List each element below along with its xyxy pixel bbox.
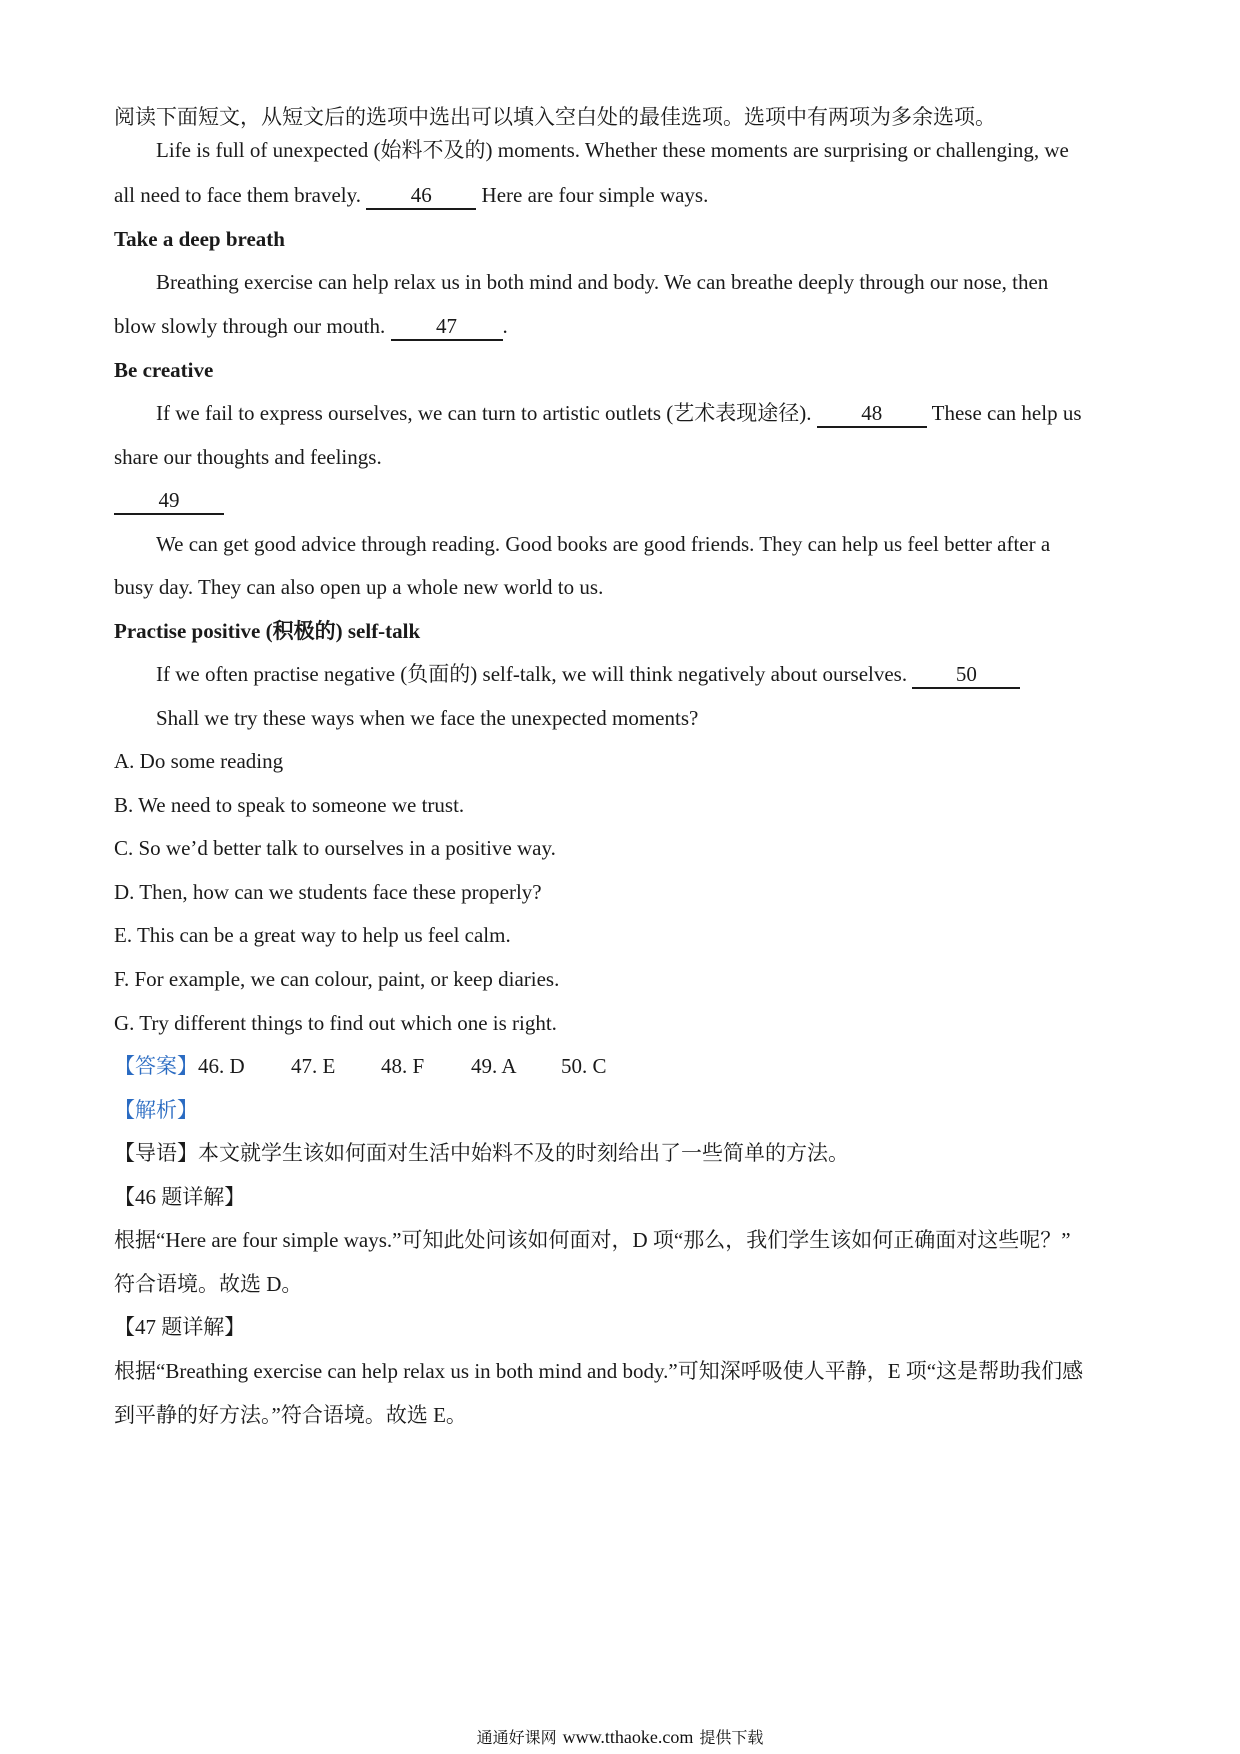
heading-take-a-deep-breath: Take a deep breath [114,227,285,251]
paragraph-1-line-1: Life is full of unexpected (始料不及的) moments. Whether these moments are surprising or challenging, we [156,138,1069,162]
q46-explanation-line-1: 根据“Here are four simple ways.”可知此处问该如何面对，D 项“那么，我们学生该如何正确面对这些呢？” [114,1228,1071,1252]
paragraph-text: Here are four simple ways. [476,183,709,207]
paragraph-4-line-2: busy day. They can also open up a whole new world to us. [114,575,604,599]
answer-tag: 【答案】 [114,1054,198,1078]
heading-be-creative: Be creative [114,358,214,382]
option-e: E. This can be a great way to help us feel calm. [114,923,511,947]
page-footer [0,1726,1240,1749]
q47-explanation-line-2: 到平静的好方法。”符合语境。故选 E。 [114,1403,467,1427]
answer-item: 49. A [471,1054,517,1078]
answer-item: 47. E [291,1054,336,1078]
option-f: F. For example, we can colour, paint, or keep diaries. [114,967,560,991]
answer-line [114,1051,1128,1081]
q46-title: 【46 题详解】 [114,1185,246,1209]
blank-47: 47 [391,313,503,341]
paragraph-text: all need to face them bravely. [114,183,367,207]
instruction: 阅读下面短文，从短文后的选项中选出可以填入空白处的最佳选项。选项中有两项为多余选项。 [114,105,996,129]
q47-title: 【47 题详解】 [114,1315,246,1339]
paragraph-text: If we often practise negative (负面的) self-talk, we will think negatively about ourselves. [156,662,913,686]
option-b: B. We need to speak to someone we trust. [114,793,465,817]
paragraph-text: blow slowly through our mouth. [114,314,391,338]
heading-practise-positive-self-talk: Practise positive (积极的) self-talk [114,619,421,643]
analysis-intro: 【导语】本文就学生该如何面对生活中始料不及的时刻给出了一些简单的方法。 [114,1141,849,1165]
paragraph-3-line-1 [156,398,1128,428]
paragraph-4-line-1: We can get good advice through reading. Good books are good friends. They can help us feel better after a [156,532,1051,556]
footer-url[interactable]: www.tthaoke.com [562,1727,694,1747]
blank-46: 46 [366,182,476,210]
blank-50: 50 [912,661,1020,689]
q47-explanation-line-1: 根据“Breathing exercise can help relax us in both mind and body.”可知深呼吸使人平静，E 项“这是帮助我们感 [114,1359,1084,1383]
heading-blank-49-line [114,485,1128,515]
analysis-tag: 【解析】 [114,1098,198,1122]
paragraph-5-line-1 [156,659,1128,689]
blank-48: 48 [817,400,927,428]
blank-49: 49 [114,487,224,515]
paragraph-2-line-2 [114,311,1128,341]
answer-item: 50. C [561,1054,607,1078]
option-g: G. Try different things to find out which one is right. [114,1011,557,1035]
paragraph-text: . [502,314,508,338]
footer-suffix: 提供下载 [699,1728,764,1747]
answer-item: 48. F [381,1054,425,1078]
q46-explanation-line-2: 符合语境。故选 D。 [114,1272,303,1296]
paragraph-text: If we fail to express ourselves, we can turn to artistic outlets (艺术表现途径). [156,401,817,425]
paragraph-text: These can help us [926,401,1082,425]
paragraph-1-line-2 [114,180,1128,210]
option-a: A. Do some reading [114,749,284,773]
paragraph-2-line-1: Breathing exercise can help relax us in both mind and body. We can breathe deeply through our nose, then [156,270,1049,294]
footer-site-name: 通通好课网 [476,1728,557,1747]
paragraph-3-line-2: share our thoughts and feelings. [114,445,382,469]
option-d: D. Then, how can we students face these properly? [114,880,542,904]
answer-item: 46. D [198,1054,245,1078]
option-c: C. So we’d better talk to ourselves in a positive way. [114,836,556,860]
paragraph-6: Shall we try these ways when we face the unexpected moments? [156,706,699,730]
